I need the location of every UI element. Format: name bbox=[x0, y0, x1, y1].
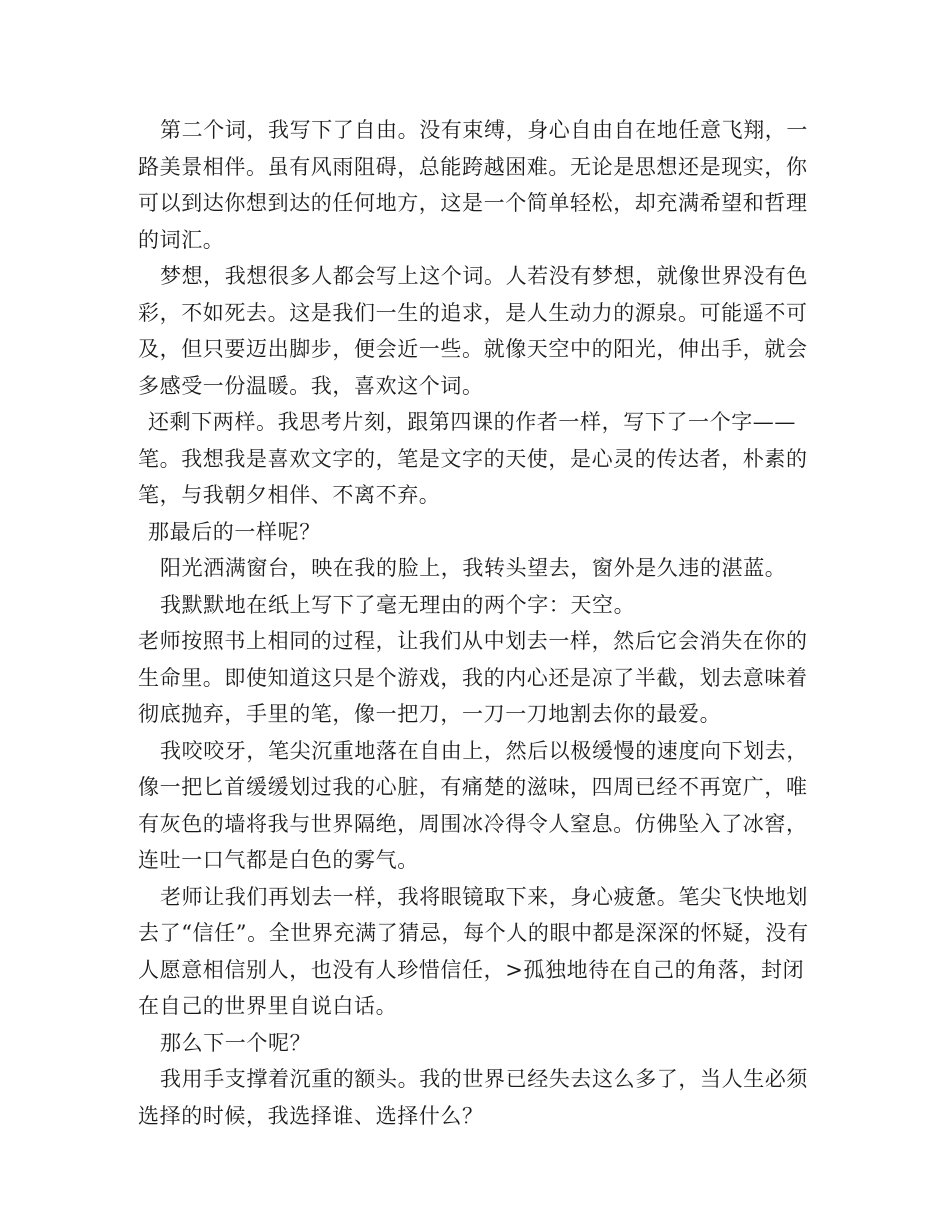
paragraph-choice: 我用手支撑着沉重的额头。我的世界已经失去这么多了，当人生必须选择的时候，我选择谁、选择什么？ bbox=[138, 1067, 808, 1128]
paragraph-cross-trust: 老师让我们再划去一样，我将眼镜取下来，身心疲惫。笔尖飞快地划去了“信任”。全世界充满了猜忌，每个人的眼中都是深深的怀疑，没有人愿意相信别人，也没有人珍惜信任，>孤独地待在自己的角落，封闭在自己的世界里自说白话。 bbox=[138, 884, 809, 1018]
paragraph-cross-freedom: 我咬咬牙，笔尖沉重地落在自由上，然后以极缓慢的速度向下划去，像一把匕首缓缓划过我的心脏，有痛楚的滋味，四周已经不再宽广，唯有灰色的墙将我与世界隔绝，周围冰冷得令人窒息。仿佛坠入了冰窖，连吐一口气都是白色的雾气。 bbox=[138, 738, 808, 872]
essay-body bbox=[138, 112, 818, 1134]
paragraph-freedom: 第二个词，我写下了自由。没有束缚，身心自由自在地任意飞翔，一路美景相伴。虽有风雨阻碍，总能跨越困难。无论是思想还是现实，你可以到达你想到达的任何地方，这是一个简单轻松，却充满希望和哲理的词汇。 bbox=[138, 118, 808, 252]
paragraph-teacher-instruction: 老师按照书上相同的过程，让我们从中划去一样，然后它会消失在你的生命里。即使知道这只是个游戏，我的内心还是凉了半截，划去意味着彻底抛弃，手里的笔，像一把刀，一刀一刀地割去你的最爱。 bbox=[138, 629, 808, 726]
paragraph-sunlight: 阳光洒满窗台，映在我的脸上，我转头望去，窗外是久违的湛蓝。 bbox=[160, 556, 787, 580]
paragraph-pen: 还剩下两样。我思考片刻，跟第四课的作者一样，写下了一个字——笔。我想我是喜欢文字的，笔是文字的天使，是心灵的传达者，朴素的笔，与我朝夕相伴、不离不弃。 bbox=[138, 410, 808, 507]
paragraph-dream: 梦想，我想很多人都会写上这个词。人若没有梦想，就像世界没有色彩，不如死去。这是我们一生的追求，是人生动力的源泉。可能遥不可及，但只要迈出脚步，便会近一些。就像天空中的阳光，伸出手，就会多感受一份温暖。我，喜欢这个词。 bbox=[138, 264, 808, 398]
paragraph-last-question: 那最后的一样呢？ bbox=[148, 519, 321, 544]
paragraph-sky: 我默默地在纸上写下了毫无理由的两个字：天空。 bbox=[160, 592, 636, 617]
paragraph-next-question: 那么下一个呢？ bbox=[160, 1030, 312, 1055]
